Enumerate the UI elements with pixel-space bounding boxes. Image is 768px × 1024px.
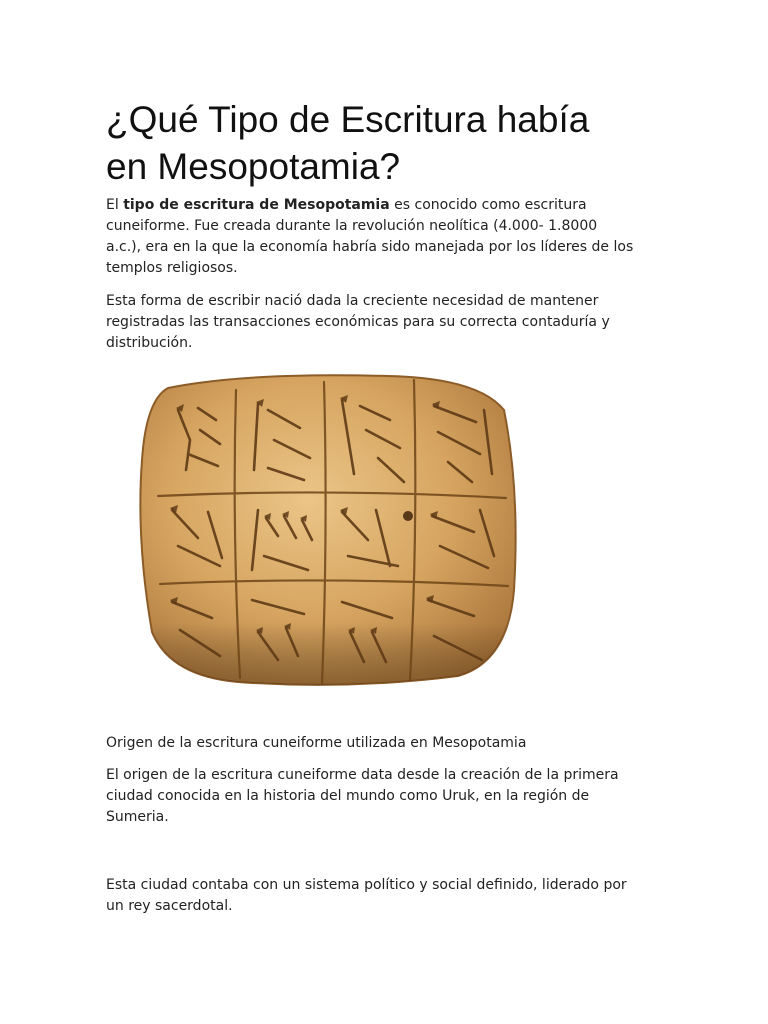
intro-line-1-rest: es conocido como escritura	[389, 197, 587, 213]
title-line-2: en Mesopotamia?	[106, 146, 401, 187]
purpose-line-2: registradas las transacciones económicas para su correcta contaduría y	[106, 314, 610, 330]
purpose-line-1: Esta forma de escribir nació dada la creciente necesidad de mantener	[106, 293, 599, 309]
intro-line-4: templos religiosos.	[106, 260, 238, 276]
title-line-1: ¿Qué Tipo de Escritura había	[106, 99, 590, 140]
section-subheading: Origen de la escritura cuneiforme utilizada en Mesopotamia	[106, 735, 527, 751]
cuneiform-tablet-image	[128, 370, 520, 688]
city-line-2: un rey sacerdotal.	[106, 898, 233, 914]
purpose-paragraph	[106, 291, 666, 354]
page-title	[106, 96, 666, 190]
origin-line-2: ciudad conocida en la historia del mundo como Uruk, en la región de	[106, 788, 590, 804]
purpose-line-3: distribución.	[106, 335, 193, 351]
origin-paragraph	[106, 765, 619, 828]
cuneiform-tablet-illustration	[128, 370, 520, 688]
document-page	[106, 96, 666, 354]
intro-paragraph	[106, 195, 666, 279]
city-paragraph	[106, 875, 627, 917]
origin-line-3: Sumeria.	[106, 809, 169, 825]
origin-line-1: El origen de la escritura cuneiforme data desde la creación de la primera	[106, 767, 619, 783]
intro-line-2: cuneiforme. Fue creada durante la revolución neolítica (4.000- 1.8000	[106, 218, 598, 234]
intro-line-3: a.c.), era en la que la economía habría sido manejada por los líderes de los	[106, 239, 634, 255]
intro-prefix: El	[106, 197, 124, 213]
intro-line-1	[106, 195, 666, 216]
city-line-1: Esta ciudad contaba con un sistema político y social definido, liderado por	[106, 877, 627, 893]
intro-bold-term: tipo de escritura de Mesopotamia	[123, 197, 390, 213]
